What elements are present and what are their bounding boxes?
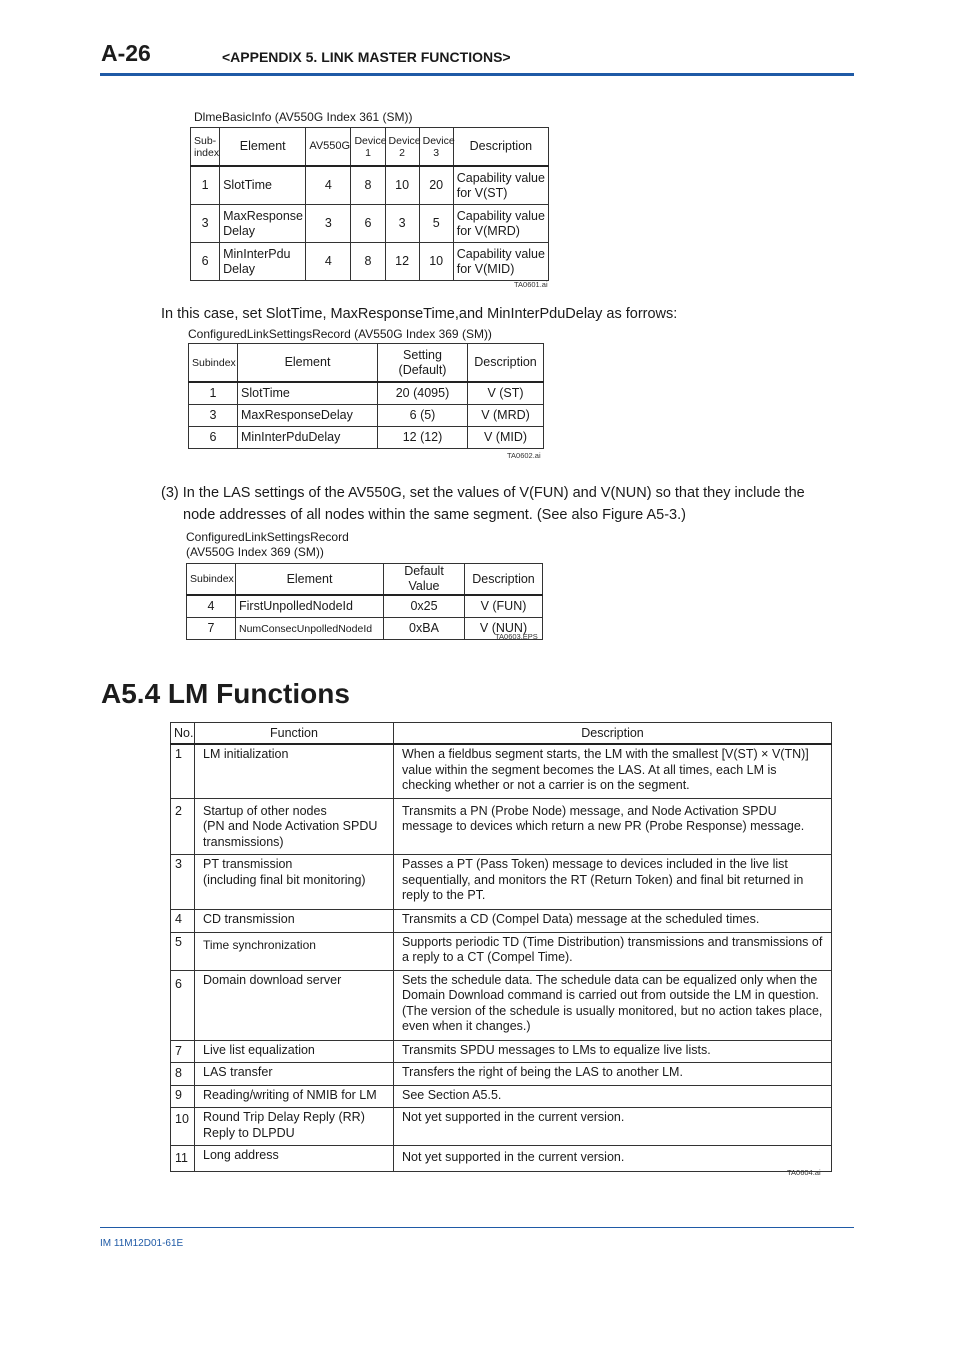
cell: 3 (171, 855, 195, 910)
header-rule (100, 73, 854, 76)
cell: 7 (171, 1040, 195, 1063)
table-row (191, 166, 549, 205)
cell: 1 (171, 744, 195, 798)
cell: Long address (195, 1146, 394, 1172)
table3-figure-id: TA0603.EPS (495, 632, 538, 641)
cell: 6 (5) (378, 405, 468, 427)
table3-caption-line1: ConfiguredLinkSettingsRecord (186, 530, 349, 544)
cell: 10 (385, 166, 419, 205)
cell: Transfers the right of being the LAS to another LM. (394, 1063, 832, 1086)
cell: FirstUnpolledNodeId (236, 595, 384, 618)
col-default-value: Default Value (384, 564, 465, 596)
step3-line1: (3) In the LAS settings of the AV550G, set the values of V(FUN) and V(NUN) so that they include the (161, 485, 805, 501)
table-row (171, 798, 832, 855)
cell: Domain download server (195, 970, 394, 1040)
col-element: Element (236, 564, 384, 596)
col-description: Description (468, 344, 544, 383)
table-header-row (191, 128, 549, 167)
dlme-basic-info-table (190, 127, 549, 281)
table2-figure-id: TA0602.ai (507, 451, 541, 460)
table-row (187, 595, 543, 618)
configured-link-settings-table (188, 343, 544, 449)
table-row (187, 618, 543, 640)
cell: 0x25 (384, 595, 465, 618)
cell: 5 (171, 932, 195, 970)
cell: V (MRD) (468, 405, 544, 427)
table-header-row (171, 723, 832, 745)
cell: 8 (171, 1063, 195, 1086)
table-row (171, 1146, 832, 1172)
cell: When a fieldbus segment starts, the LM with the smallest [V(ST) × V(TN)] value within the segment becomes the LAS. At all times, each LM is checking whether or not a carrier is on the segment. (394, 744, 832, 798)
table-row (171, 1063, 832, 1086)
cell: See Section A5.5. (394, 1085, 832, 1108)
table-row (171, 744, 832, 798)
table-row (189, 382, 544, 405)
table4-figure-id: TA0604.ai (787, 1168, 821, 1177)
step3-line2: node addresses of all nodes within the same segment. (See also Figure A5-3.) (183, 507, 686, 523)
cell: Capability value for V(ST) (453, 166, 548, 205)
cell: 10 (419, 243, 453, 281)
col-element: Element (220, 128, 306, 167)
col-description: Description (453, 128, 548, 167)
cell: 1 (189, 382, 238, 405)
cell: 9 (171, 1085, 195, 1108)
cell: 8 (351, 243, 385, 281)
cell: Reading/writing of NMIB for LM (195, 1085, 394, 1108)
col-no: No. (171, 723, 195, 745)
col-description: Description (465, 564, 543, 596)
cell: Capability value for V(MID) (453, 243, 548, 281)
col-description: Description (394, 723, 832, 745)
table-row (191, 243, 549, 281)
col-element: Element (238, 344, 378, 383)
cell: Time synchronization (195, 932, 394, 970)
cell: 4 (171, 910, 195, 933)
cell: 3 (306, 205, 351, 243)
cell: 7 (187, 618, 236, 640)
col-subindex: Subindex (187, 564, 236, 596)
table1-figure-id: TA0601.ai (514, 280, 548, 289)
cell: 20 (419, 166, 453, 205)
cell: Transmits SPDU messages to LMs to equalize live lists. (394, 1040, 832, 1063)
cell: V (ST) (468, 382, 544, 405)
table-row (191, 205, 549, 243)
cell: V (MID) (468, 427, 544, 449)
cell: 2 (171, 798, 195, 855)
table3-caption-line2: (AV550G Index 369 (SM)) (186, 545, 324, 559)
cell: MinInterPdu Delay (220, 243, 306, 281)
cell: 6 (351, 205, 385, 243)
cell: 11 (171, 1146, 195, 1172)
cell: 8 (351, 166, 385, 205)
cell: LM initialization (195, 744, 394, 798)
cell: LAS transfer (195, 1063, 394, 1086)
table-row (171, 1085, 832, 1108)
cell: SlotTime (220, 166, 306, 205)
cell: Transmits a PN (Probe Node) message, and Node Activation SPDU message to devices which return a new PR (Probe Response) message. (394, 798, 832, 855)
cell: Startup of other nodes (PN and Node Activation SPDU transmissions) (195, 798, 394, 855)
table-row (189, 405, 544, 427)
cell: 3 (189, 405, 238, 427)
cell: PT transmission (including final bit monitoring) (195, 855, 394, 910)
cell: 20 (4095) (378, 382, 468, 405)
cell: 6 (189, 427, 238, 449)
cell: Passes a PT (Pass Token) message to devices included in the live list sequentially, and monitors the RT (Return Token) and final bit returned in reply to the PT. (394, 855, 832, 910)
cell: 1 (191, 166, 220, 205)
table2-caption: ConfiguredLinkSettingsRecord (AV550G Index 369 (SM)) (188, 327, 492, 341)
cell: Capability value for V(MRD) (453, 205, 548, 243)
cell: V (FUN) (465, 595, 543, 618)
footer-document-id: IM 11M12D01-61E (100, 1238, 184, 1249)
col-device1: Device 1 (351, 128, 385, 167)
section-title: A5.4 LM Functions (101, 678, 350, 709)
table-row (171, 1108, 832, 1146)
table-row (171, 932, 832, 970)
cell: 4 (306, 166, 351, 205)
cell: Not yet supported in the current version. (394, 1108, 832, 1146)
col-subindex: Subindex (189, 344, 238, 383)
table-row (171, 855, 832, 910)
cell: 5 (419, 205, 453, 243)
cell: Not yet supported in the current version. (394, 1146, 832, 1172)
page-number: A-26 (101, 40, 151, 66)
cell: Sets the schedule data. The schedule data can be equalized only when the Domain Download command is carried out from outside the LM in question. (The version of the schedule is usually monitored, but no action takes place, even when it changes.) (394, 970, 832, 1040)
col-setting: Setting (Default) (378, 344, 468, 383)
table-row (171, 910, 832, 933)
cell: MaxResponse Delay (220, 205, 306, 243)
cell: 4 (306, 243, 351, 281)
cell: NumConsecUnpolledNodeId (236, 618, 384, 640)
cell: Live list equalization (195, 1040, 394, 1063)
cell: 12 (12) (378, 427, 468, 449)
cell: Transmits a CD (Compel Data) message at the scheduled times. (394, 910, 832, 933)
table-header-row (187, 564, 543, 596)
col-device3: Device 3 (419, 128, 453, 167)
cell: 4 (187, 595, 236, 618)
table-row (171, 970, 832, 1040)
cell: 3 (385, 205, 419, 243)
lm-functions-table (170, 722, 832, 1172)
col-device2: Device 2 (385, 128, 419, 167)
unpolled-node-settings-table (186, 563, 543, 640)
cell: 10 (171, 1108, 195, 1146)
cell: SlotTime (238, 382, 378, 405)
cell: Round Trip Delay Reply (RR) Reply to DLPDU (195, 1108, 394, 1146)
cell: 0xBA (384, 618, 465, 640)
cell: MaxResponseDelay (238, 405, 378, 427)
cell: 6 (191, 243, 220, 281)
table-header-row (189, 344, 544, 383)
table-row (171, 1040, 832, 1063)
col-function: Function (195, 723, 394, 745)
cell: 3 (191, 205, 220, 243)
col-av550g: AV550G (306, 128, 351, 167)
table1-caption: DlmeBasicInfo (AV550G Index 361 (SM)) (194, 110, 413, 124)
chapter-title: <APPENDIX 5. LINK MASTER FUNCTIONS> (222, 49, 511, 65)
cell: 12 (385, 243, 419, 281)
cell: MinInterPduDelay (238, 427, 378, 449)
cell: Supports periodic TD (Time Distribution) transmissions and transmissions of a reply to a CT (Compel Time). (394, 932, 832, 970)
cell: 6 (171, 970, 195, 1040)
table-row (189, 427, 544, 449)
footer-rule (100, 1227, 854, 1228)
instruction-paragraph: In this case, set SlotTime, MaxResponseTime,and MinInterPduDelay as forrows: (161, 306, 678, 322)
cell: V (NUN) (465, 618, 543, 640)
cell: CD transmission (195, 910, 394, 933)
col-subindex: Sub- index (191, 128, 220, 167)
